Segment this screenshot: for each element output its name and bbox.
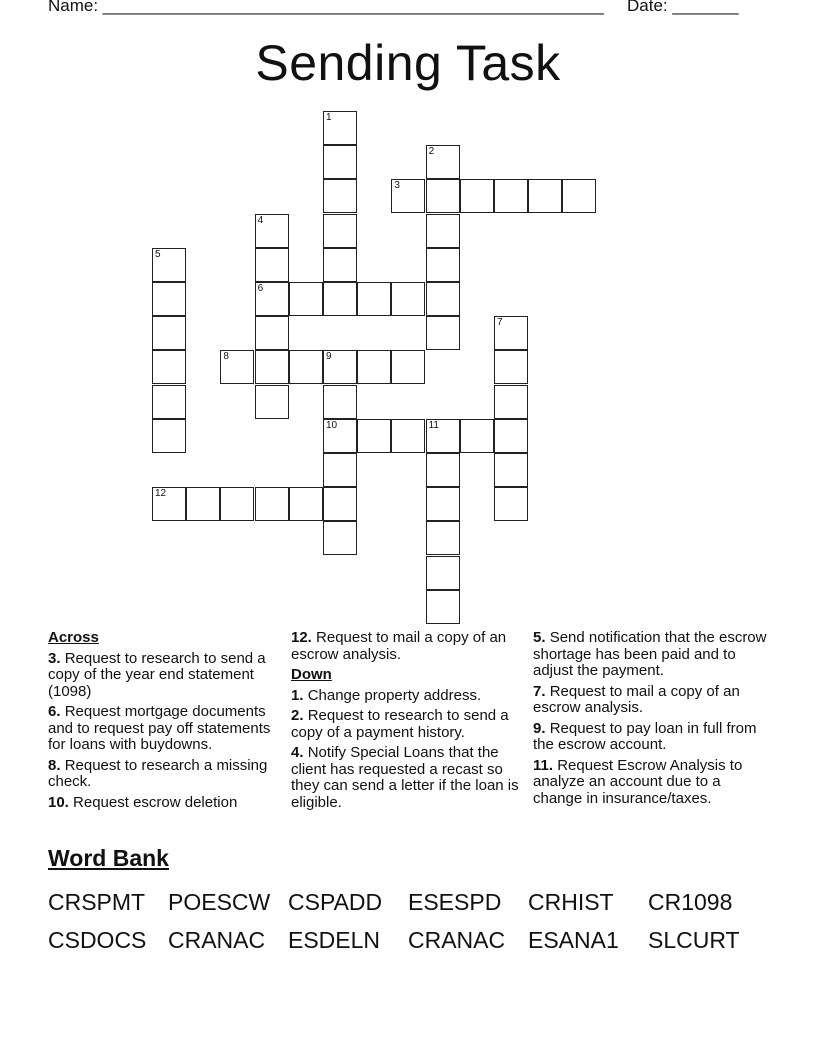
crossword-cell[interactable]	[426, 556, 460, 590]
clue-text: Request Escrow Analysis to analyze an account due to a change in insurance/taxes.	[533, 756, 743, 807]
clue-down-5	[533, 630, 769, 680]
crossword-cell[interactable]	[220, 487, 254, 521]
crossword-cell[interactable]	[494, 350, 528, 384]
word-bank-item: ESESPD	[408, 889, 502, 915]
clue-text: Request mortgage documents and to request pay off statements for loans with buydowns.	[48, 703, 271, 753]
name-line: Name: _____________________________________________________	[48, 0, 604, 15]
word-bank-heading: Word Bank	[48, 845, 169, 871]
clue-column-1	[48, 630, 284, 815]
clue-across-6	[48, 704, 284, 754]
crossword-cell[interactable]	[494, 316, 528, 350]
crossword-cell[interactable]	[391, 179, 425, 213]
crossword-cell[interactable]	[255, 282, 289, 316]
word-bank-item: CSPADD	[288, 889, 383, 915]
crossword-cell[interactable]	[426, 316, 460, 350]
crossword-cell[interactable]	[289, 350, 323, 384]
crossword-cell[interactable]	[426, 453, 460, 487]
down-heading: Down	[291, 666, 332, 683]
crossword-cell[interactable]	[323, 419, 357, 453]
clue-text: Change property address.	[307, 686, 482, 704]
crossword-cell[interactable]	[562, 179, 596, 213]
clue-down-11	[533, 758, 769, 808]
word-bank-item: ESDELN	[288, 927, 381, 953]
crossword-cell[interactable]	[528, 179, 562, 213]
clue-number-label: 3	[394, 180, 400, 192]
clue-number: 3.	[48, 649, 61, 667]
across-heading: Across	[48, 629, 99, 646]
clue-number-label: 1	[326, 112, 332, 123]
crossword-cell[interactable]	[323, 385, 357, 419]
crossword-cell[interactable]	[460, 179, 494, 213]
crossword-cell[interactable]	[186, 487, 220, 521]
word-bank-item: CSDOCS	[48, 927, 147, 953]
crossword-cell[interactable]	[494, 453, 528, 487]
clue-column-3	[533, 630, 769, 811]
crossword-cell[interactable]	[391, 419, 425, 453]
clue-number-label: 10	[326, 419, 338, 431]
crossword-cell[interactable]	[289, 282, 323, 316]
crossword-cell[interactable]	[323, 521, 357, 555]
clue-number: 7.	[533, 682, 546, 700]
clue-text: Request to pay loan in full from the escrow account.	[533, 719, 757, 753]
clue-across-8	[48, 758, 284, 791]
crossword-cell[interactable]	[255, 214, 289, 248]
crossword-cell[interactable]	[152, 282, 186, 316]
clue-number: 11.	[533, 756, 554, 774]
clue-number: 4.	[291, 744, 304, 761]
crossword-cell[interactable]	[426, 179, 460, 213]
crossword-cell[interactable]	[255, 248, 289, 282]
crossword-cell[interactable]	[426, 419, 460, 453]
clue-down-9	[533, 721, 769, 754]
clue-number: 6.	[48, 703, 61, 720]
clue-number: 8.	[48, 756, 61, 774]
clue-column-2	[291, 630, 527, 815]
clue-number: 9.	[533, 719, 546, 737]
crossword-cell[interactable]	[152, 419, 186, 453]
crossword-cell[interactable]	[426, 282, 460, 316]
clue-down-1	[291, 688, 527, 705]
crossword-cell[interactable]	[494, 487, 528, 521]
clue-number: 10.	[48, 793, 69, 811]
crossword-cell[interactable]	[220, 350, 254, 384]
crossword-cell[interactable]	[255, 487, 289, 521]
word-bank	[48, 883, 788, 959]
date-line: Date: _______	[627, 0, 739, 15]
crossword-cell[interactable]	[323, 453, 357, 487]
word-bank-item: ESANA1	[528, 927, 619, 953]
crossword-cell[interactable]	[255, 350, 289, 384]
clue-text: Request to research to send a copy of a payment history.	[291, 707, 509, 741]
word-bank-item: POESCW	[168, 889, 271, 915]
crossword-cell[interactable]	[391, 282, 425, 316]
word-bank-item: CRANAC	[408, 927, 506, 953]
clue-text: Notify Special Loans that the client has requested a recast so they can send a letter if the loan is eligible.	[291, 744, 519, 811]
clue-down-7	[533, 684, 769, 717]
crossword-cell[interactable]	[323, 111, 357, 145]
crossword-cell[interactable]	[460, 419, 494, 453]
crossword-cell[interactable]	[426, 145, 460, 179]
crossword-cell[interactable]	[323, 214, 357, 248]
word-bank-item: CRSPMT	[48, 889, 146, 915]
word-bank-item: CRANAC	[168, 927, 266, 953]
clue-number: 5.	[533, 629, 546, 646]
clue-number-label: 12	[155, 488, 167, 500]
clue-text: Request escrow deletion	[73, 793, 238, 811]
clue-number: 1.	[291, 686, 304, 704]
crossword-cell[interactable]	[323, 350, 357, 384]
crossword-cell[interactable]	[255, 385, 289, 419]
crossword-cell[interactable]	[289, 487, 323, 521]
crossword-cell[interactable]	[494, 419, 528, 453]
clue-number: 2.	[291, 707, 304, 724]
clue-number: 12.	[291, 629, 312, 646]
clue-number-label: 9	[326, 351, 332, 363]
crossword-cell[interactable]	[426, 487, 460, 521]
crossword-cell[interactable]	[494, 385, 528, 419]
clue-number-label: 6	[257, 283, 264, 294]
crossword-cell[interactable]	[323, 145, 357, 179]
clue-across-3	[48, 651, 284, 701]
crossword-cell[interactable]	[152, 248, 186, 282]
crossword-cell[interactable]	[152, 385, 186, 419]
crossword-cell[interactable]	[426, 590, 460, 624]
clue-number-label: 8	[223, 351, 229, 363]
crossword-cell[interactable]	[357, 350, 391, 384]
crossword-cell[interactable]	[323, 282, 357, 316]
clue-across-10	[48, 795, 284, 812]
crossword-cell[interactable]	[357, 419, 391, 453]
clue-text: Request to mail a copy of an escrow analysis.	[291, 629, 507, 663]
clue-down-4	[291, 745, 527, 811]
crossword-cell[interactable]	[323, 179, 357, 213]
crossword-cell[interactable]	[426, 248, 460, 282]
clue-text: Send notification that the escrow shortage has been paid and to adjust the payment.	[533, 629, 767, 679]
crossword-cell[interactable]	[391, 350, 425, 384]
clue-across-12	[291, 630, 527, 663]
clue-number-label: 11	[428, 419, 439, 431]
crossword-cell[interactable]	[426, 521, 460, 555]
page-title: Sending Task	[255, 35, 561, 91]
clue-number-label: 4	[257, 214, 264, 226]
word-bank-item: SLCURT	[648, 927, 740, 953]
crossword-cell[interactable]	[152, 487, 186, 521]
clue-number-label: 7	[497, 317, 503, 329]
crossword-cell[interactable]	[152, 350, 186, 384]
crossword-cell[interactable]	[323, 248, 357, 282]
clue-number-label: 5	[155, 248, 161, 260]
clue-down-2	[291, 708, 527, 741]
crossword-cell[interactable]	[323, 487, 357, 521]
word-bank-item: CR1098	[648, 889, 733, 915]
crossword-cell[interactable]	[152, 316, 186, 350]
clue-number-label: 2	[428, 146, 435, 158]
crossword-cell[interactable]	[255, 316, 289, 350]
crossword-cell[interactable]	[426, 214, 460, 248]
word-bank-item: CRHIST	[528, 889, 614, 915]
clue-text: Request to research to send a copy of the year end statement (1098)	[48, 649, 266, 700]
crossword-cell[interactable]	[494, 179, 528, 213]
clue-text: Request to research a missing check.	[48, 756, 268, 790]
crossword-cell[interactable]	[357, 282, 391, 316]
clue-text: Request to mail a copy of an escrow analysis.	[533, 682, 740, 716]
